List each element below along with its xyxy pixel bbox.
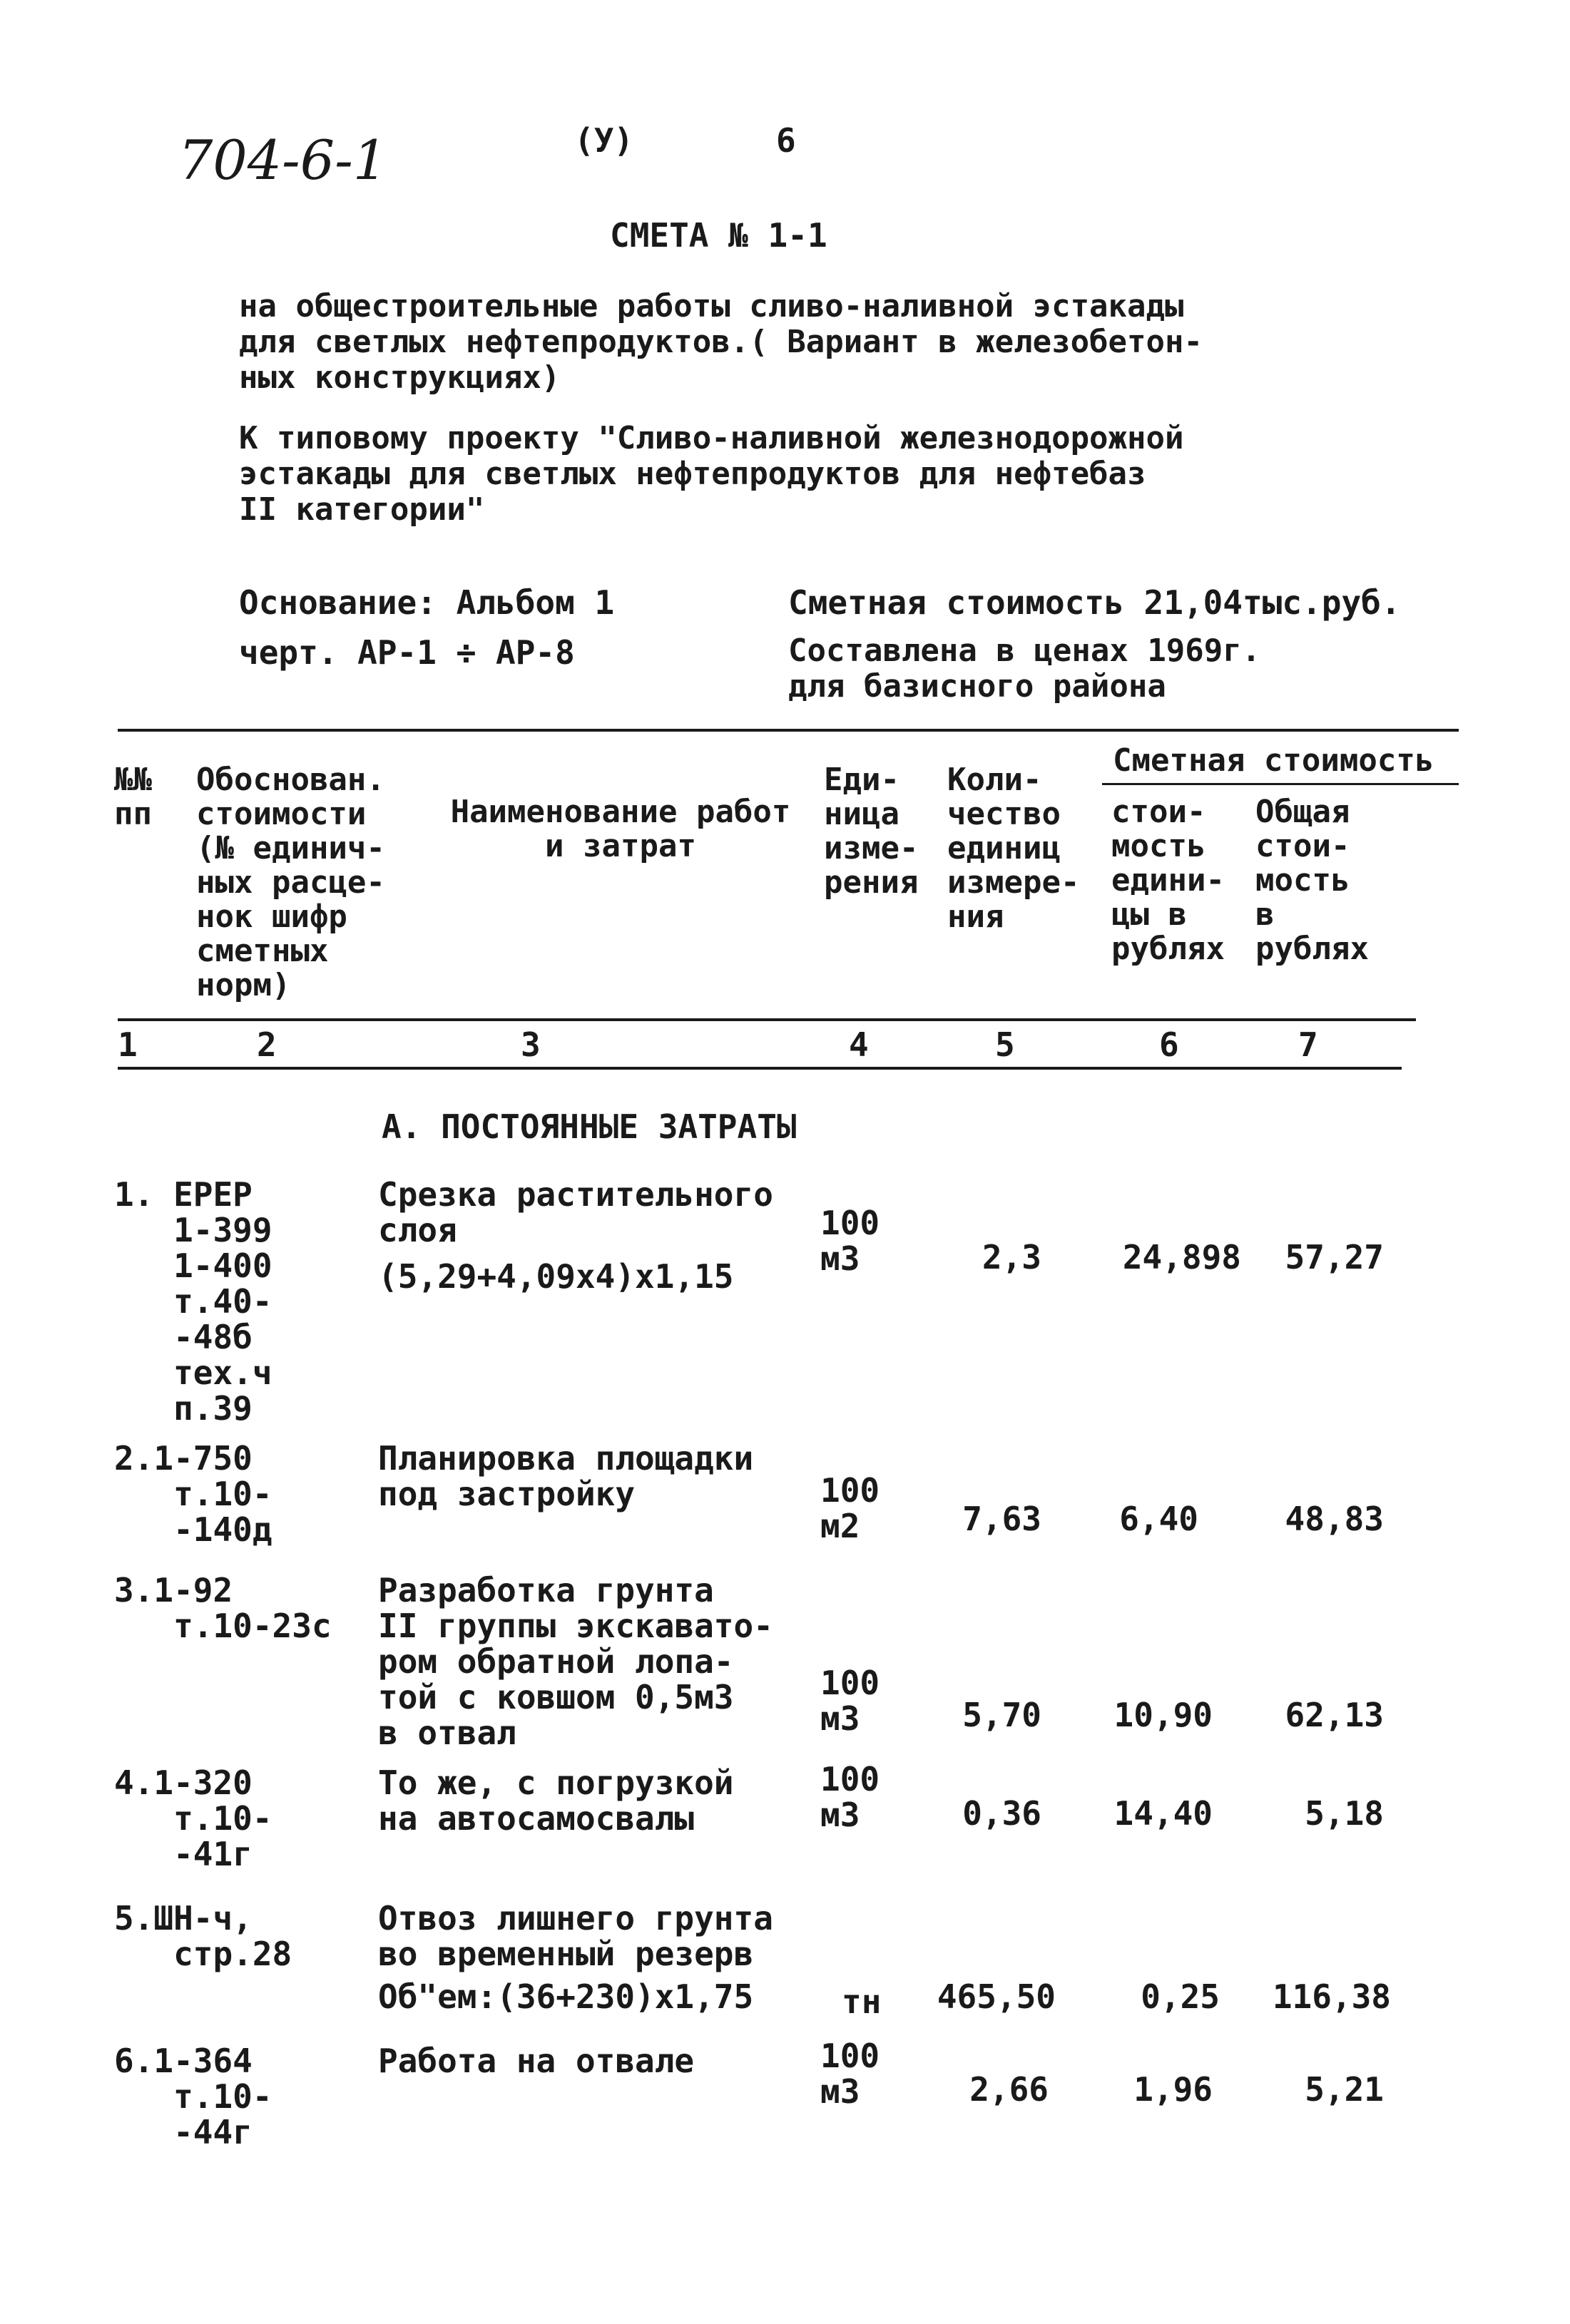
row-name: Работа на отвале bbox=[378, 2042, 695, 2080]
column-number: 2 bbox=[257, 1025, 277, 1064]
group-underline bbox=[1102, 783, 1459, 785]
row-total-cost: 57,27 bbox=[1285, 1238, 1384, 1276]
header-col-basis: Обоснован. стоимости (№ единич- ных расце- нок шифр сметных норм) bbox=[196, 762, 385, 1003]
row-formula: Об"ем:(36+230)х1,75 bbox=[378, 1977, 754, 2016]
row-quantity: 7,63 bbox=[962, 1500, 1041, 1538]
project-line: II категории" bbox=[239, 491, 485, 528]
row-unit-cost: 24,898 bbox=[1122, 1238, 1241, 1276]
subtitle-line: ных конструкциях) bbox=[239, 359, 561, 396]
row-unit-cost: 6,40 bbox=[1119, 1500, 1198, 1538]
row-ref: 2.1-750 т.10- -140д bbox=[114, 1439, 272, 1549]
row-quantity: 465,50 bbox=[937, 1977, 1056, 2016]
column-number: 6 bbox=[1159, 1025, 1179, 1064]
mark-label: (У) bbox=[574, 121, 634, 160]
header-group-cost: Сметная стоимость bbox=[1113, 742, 1434, 779]
row-unit: 100 м2 bbox=[820, 1471, 880, 1545]
row-unit-cost: 0,25 bbox=[1141, 1977, 1220, 2016]
header-col-number: №№ пп bbox=[114, 762, 152, 832]
price-basis-line: для базисного района bbox=[788, 668, 1166, 705]
header-col-quantity: Коли- чество единиц измере- ния bbox=[947, 762, 1080, 935]
column-numbers-rule bbox=[118, 1067, 1402, 1070]
header-col-unit: Еди- ница изме- рения bbox=[824, 762, 919, 901]
row-total-cost: 5,21 bbox=[1305, 2070, 1384, 2109]
row-unit: 100 м3 bbox=[820, 1760, 880, 1834]
price-basis bbox=[788, 633, 1260, 705]
row-quantity: 2,66 bbox=[969, 2070, 1049, 2109]
row-name: Планировка площадки под застройку bbox=[378, 1439, 754, 1513]
document-title: СМЕТА № 1-1 bbox=[610, 216, 827, 255]
row-unit-cost: 14,40 bbox=[1113, 1794, 1213, 1833]
section-title: А. ПОСТОЯННЫЕ ЗАТРАТЫ bbox=[382, 1107, 797, 1146]
row-total-cost: 116,38 bbox=[1272, 1977, 1391, 2016]
project-line: К типовому проекту "Сливо-наливной железнодорожной bbox=[239, 420, 1184, 456]
row-formula: (5,29+4,09х4)х1,15 bbox=[378, 1257, 734, 1296]
row-name: Разработка грунта II группы экскавато- ром обратной лопа- той с ковшом 0,5м3 в отвал bbox=[378, 1571, 773, 1752]
row-ref: 3.1-92 т.10-23с bbox=[114, 1571, 332, 1645]
column-number: 3 bbox=[521, 1025, 541, 1064]
row-quantity: 5,70 bbox=[962, 1696, 1041, 1734]
estimated-cost: Сметная стоимость 21,04тыс.руб. bbox=[788, 583, 1401, 622]
subtitle bbox=[239, 289, 1203, 396]
header-col-name: Наименование работ и затрат bbox=[450, 794, 791, 864]
row-unit-cost: 1,96 bbox=[1133, 2070, 1213, 2109]
basis-text: Основание: Альбом 1 bbox=[239, 583, 615, 622]
page-number: 6 bbox=[776, 121, 796, 160]
row-ref: 4.1-320 т.10- -41г bbox=[114, 1764, 272, 1873]
row-ref: 6.1-364 т.10- -44г bbox=[114, 2042, 272, 2151]
document-code: 704-6-1 bbox=[178, 128, 388, 192]
header-col-unit-cost: стои- мость едини- цы в рублях bbox=[1111, 794, 1225, 967]
column-number: 4 bbox=[849, 1025, 869, 1064]
row-unit: 100 м3 bbox=[820, 1204, 880, 1278]
header-col-total-cost: Общая стои- мость в рублях bbox=[1255, 794, 1369, 967]
table-top-rule bbox=[118, 729, 1459, 732]
row-unit: тн bbox=[842, 1982, 882, 2021]
row-unit: 100 м3 bbox=[820, 2037, 880, 2111]
header-bottom-rule bbox=[118, 1018, 1416, 1021]
row-total-cost: 5,18 bbox=[1305, 1794, 1384, 1833]
project-line: эстакады для светлых нефтепродуктов для нефтебаз bbox=[239, 456, 1146, 492]
price-basis-line: Составлена в ценах 1969г. bbox=[788, 633, 1261, 669]
column-number: 5 bbox=[995, 1025, 1015, 1064]
project-reference bbox=[239, 421, 1184, 528]
row-ref: 5.ШН-ч, стр.28 bbox=[114, 1899, 292, 1973]
row-total-cost: 62,13 bbox=[1285, 1696, 1384, 1734]
subtitle-line: на общестроительные работы сливо-наливной эстакады bbox=[239, 288, 1184, 324]
column-number: 7 bbox=[1298, 1025, 1318, 1064]
row-name: Отвоз лишнего грунта во временный резерв bbox=[378, 1899, 773, 1973]
row-ref: 1. ЕРЕР 1-399 1-400 т.40- -48б тех.ч п.39 bbox=[114, 1175, 272, 1428]
row-total-cost: 48,83 bbox=[1285, 1500, 1384, 1538]
row-name: То же, с погрузкой на автосамосвалы bbox=[378, 1764, 734, 1838]
subtitle-line: для светлых нефтепродуктов.( Вариант в железобетон- bbox=[239, 324, 1203, 360]
row-unit: 100 м3 bbox=[820, 1664, 880, 1738]
column-number: 1 bbox=[118, 1025, 138, 1064]
row-name: Срезка растительного слоя bbox=[378, 1175, 773, 1249]
row-unit-cost: 10,90 bbox=[1113, 1696, 1213, 1734]
row-quantity: 2,3 bbox=[982, 1238, 1041, 1276]
row-quantity: 0,36 bbox=[962, 1794, 1041, 1833]
drawings-text: черт. АР-1 ÷ АР-8 bbox=[239, 633, 575, 672]
